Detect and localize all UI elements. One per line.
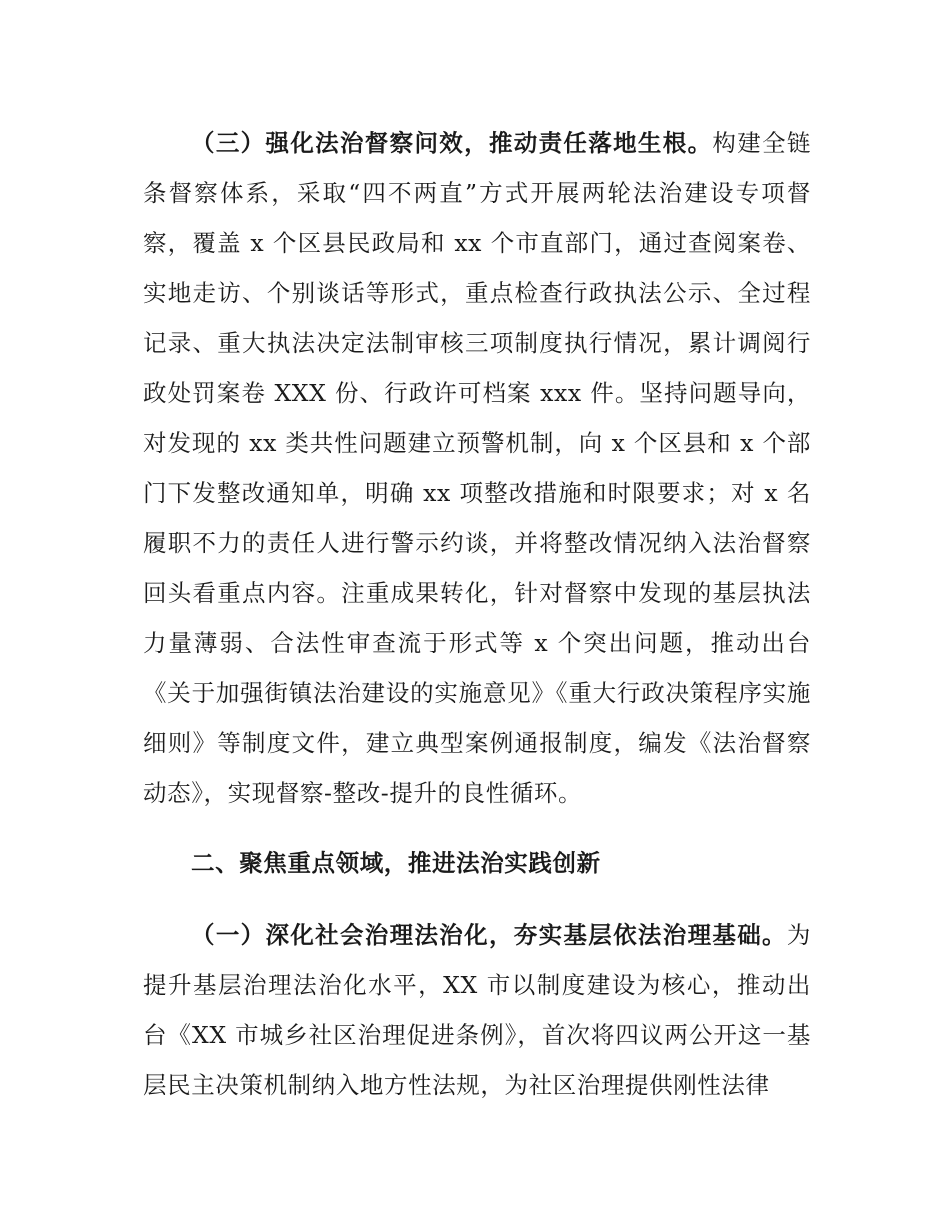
section-1-body: 为提升基层治理法治化水平，XX 市以制度建设为核心，推动出台《XX 市城乡社区治理促进条例》，首次将四议两公开这一基层民主决策机制纳入地方性法规，为社区治理提供刚性法律 bbox=[143, 921, 811, 1099]
document-page bbox=[143, 118, 811, 1110]
section-3-lead: （三）强化法治督察问效，推动责任落地生根。 bbox=[191, 129, 713, 157]
paragraph-section-1 bbox=[143, 910, 811, 1110]
paragraph-section-3 bbox=[143, 118, 811, 818]
section-3-body: 构建全链条督察体系，采取“四不两直”方式开展两轮法治建设专项督察，覆盖 x 个区县民政局和 xx 个市直部门，通过查阅案卷、实地走访、个别谈话等形式，重点检查行政执法公示、全过程记录、重大执法决定法制审核三项制度执行情况，累计调阅行政处罚案卷 XXX 份、行政许可档案 xxx 件。坚持问题导向，对发现的 xx 类共性问题建立预警机制，向 x 个区县和 x 个部门下发整改通知单，明确 xx 项整改措施和时限要求；对 x 名履职不力的责任人进行警示约谈，并将整改情况纳入法治督察回头看重点内容。注重成果转化，针对督察中发现的基层执法力量薄弱、合法性审查流于形式等 x 个突出问题，推动出台《关于加强街镇法治建设的实施意见》《重大行政决策程序实施细则》等制度文件，建立典型案例通报制度，编发《法治督察动态》，实现督察-整改-提升的良性循环。 bbox=[143, 129, 811, 807]
section-1-lead: （一）深化社会治理法治化，夯实基层依法治理基础。 bbox=[191, 921, 787, 949]
heading-2: 二、聚焦重点领域，推进法治实践创新 bbox=[191, 849, 601, 877]
